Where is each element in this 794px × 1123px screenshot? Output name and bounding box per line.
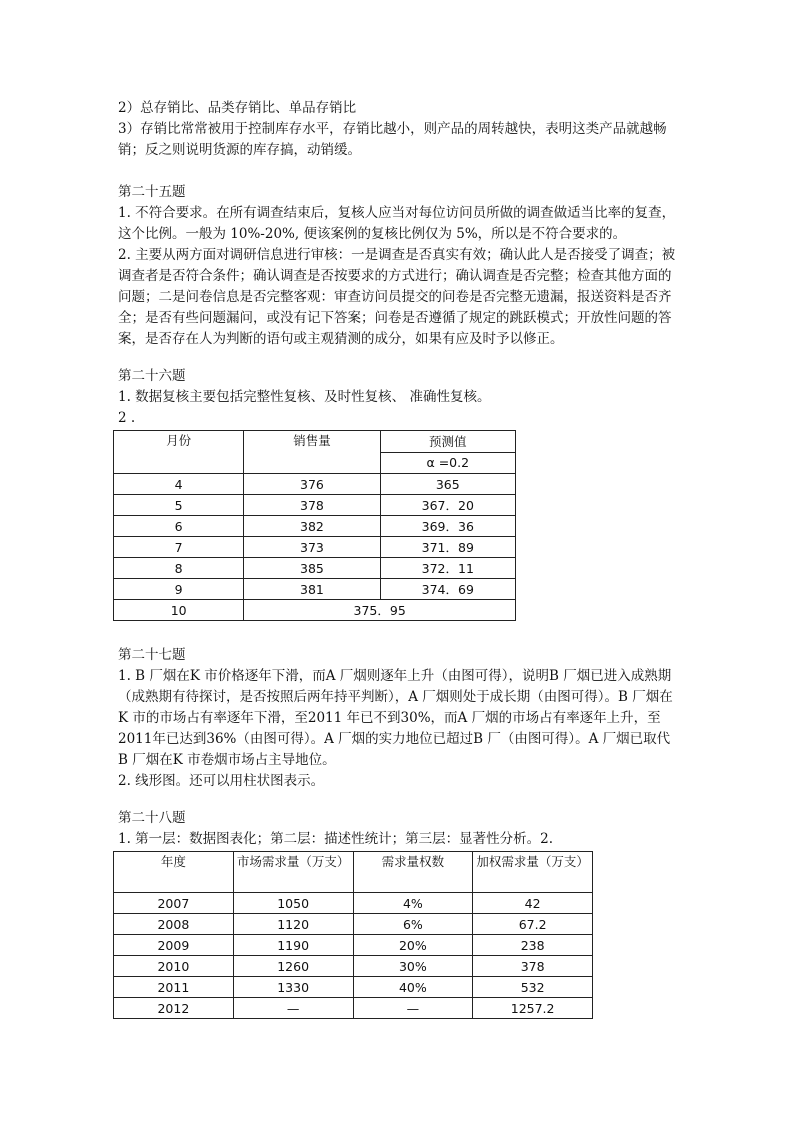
- table-row: [114, 516, 516, 537]
- cell-year: 2009: [114, 935, 234, 956]
- cell-weight: 30%: [353, 956, 473, 977]
- cell-year: 2008: [114, 914, 234, 935]
- weighted-demand-table: [113, 851, 593, 1019]
- cell-month: 10: [114, 600, 244, 621]
- table-row: [114, 956, 593, 977]
- header-demand: 市场需求量（万支）: [233, 852, 353, 893]
- s24-line-2: 2）总存销比、品类存销比、单品存销比: [118, 100, 357, 116]
- cell-demand: —: [233, 998, 353, 1019]
- table-row: [114, 495, 516, 516]
- cell-sales: 381: [244, 579, 380, 600]
- forecast-table: [113, 430, 516, 621]
- cell-sales: 382: [244, 516, 380, 537]
- cell-year: 2011: [114, 977, 234, 998]
- s25-title: 第二十五题: [118, 184, 186, 200]
- cell-month: 4: [114, 474, 244, 495]
- cell-weighted: 378: [473, 956, 593, 977]
- table-row: [114, 537, 516, 558]
- cell-year: 2007: [114, 893, 234, 914]
- cell-sales: 376: [244, 474, 380, 495]
- header-weighted: 加权需求量（万支）: [473, 852, 593, 893]
- header-alpha: α =0.2: [380, 452, 515, 474]
- table-row: [114, 977, 593, 998]
- cell-weighted: 67.2: [473, 914, 593, 935]
- s26-title: 第二十六题: [118, 368, 186, 384]
- cell-demand: 1330: [233, 977, 353, 998]
- header-sales: 销售量: [244, 431, 380, 474]
- cell-weighted: 42: [473, 893, 593, 914]
- cell-month: 8: [114, 558, 244, 579]
- cell-weight: —: [353, 998, 473, 1019]
- header-year: 年度: [114, 852, 234, 893]
- cell-weight: 4%: [353, 893, 473, 914]
- table-row: [114, 914, 593, 935]
- cell-forecast: 369．36: [380, 516, 515, 537]
- header-weight: 需求量权数: [353, 852, 473, 893]
- s25-paragraph-2: 2. 主要从两方面对调研信息进行审核：一是调查是否真实有效；确认此人是否接受了调查；被调查者是否符合条件；确认调查是否按要求的方式进行；确认调查是否完整；检查其他方面的问题；二是问卷信息是否完整客观：审查访问员提交的问卷是否完整无遗漏，报送资料是否齐全；是否有些问题漏问，或没有记下答案；问卷是否遵循了规定的跳跃模式；开放性问题的答案，是否存在人为判断的语句或主观猜测的成分，如果有应及时予以修正。: [118, 247, 676, 347]
- s28-title: 第二十八题: [118, 810, 186, 826]
- cell-demand: 1050: [233, 893, 353, 914]
- table-row: [114, 558, 516, 579]
- cell-weight: 6%: [353, 914, 473, 935]
- cell-month: 5: [114, 495, 244, 516]
- header-forecast: 预测值: [380, 431, 515, 453]
- cell-weighted: 1257.2: [473, 998, 593, 1019]
- table-row-last: [114, 600, 516, 621]
- cell-forecast: 374．69: [380, 579, 515, 600]
- cell-forecast: 371．89: [380, 537, 515, 558]
- cell-forecast: 365: [380, 474, 515, 495]
- s24-line-3: 3）存销比常常被用于控制库存水平，存销比越小，则产品的周转越快，表明这类产品就越畅销；反之则说明货源的库存搞，动销缓。: [118, 121, 667, 158]
- table-row: [114, 474, 516, 495]
- cell-forecast: 372．11: [380, 558, 515, 579]
- s27-title: 第二十七题: [118, 647, 186, 663]
- cell-month: 7: [114, 537, 244, 558]
- s28-paragraph-1: 1. 第一层：数据图表化；第二层：描述性统计；第三层：显著性分析。2.: [118, 831, 554, 847]
- cell-sales: 373: [244, 537, 380, 558]
- table-row: [114, 998, 593, 1019]
- cell-weighted: 238: [473, 935, 593, 956]
- cell-demand: 1190: [233, 935, 353, 956]
- header-month: 月份: [114, 431, 244, 474]
- s25-paragraph-1: 1. 不符合要求。在所有调查结束后，复核人应当对每位访问员所做的调查做适当比率的复查，这个比例。一般为 10%-20%, 便该案例的复核比例仅为 5%，所以是不符合要求的。: [118, 205, 676, 242]
- cell-weight: 40%: [353, 977, 473, 998]
- cell-month: 9: [114, 579, 244, 600]
- s27-paragraph-1: 1. B 厂烟在K 市价格逐年下滑，而A 厂烟则逐年上升（由图可得），说明B 厂烟已进入成熟期（成熟期有待探讨，是否按照后两年持平判断），A 厂烟则处于成长期（由图可得）。B 厂烟在K 市的市场占有率逐年下滑，至2011 年已不到30%，而A 厂烟的市场占有率逐年上升，至2011年已达到36%（由图可得）。A 厂烟的实力地位已超过B 厂（由图可得）。A 厂烟已取代B 厂烟在K 市卷烟市场占主导地位。: [118, 668, 673, 768]
- cell-year: 2010: [114, 956, 234, 977]
- cell-year: 2012: [114, 998, 234, 1019]
- cell-weighted: 532: [473, 977, 593, 998]
- cell-demand: 1260: [233, 956, 353, 977]
- s27-paragraph-2: 2. 线形图。还可以用柱状图表示。: [118, 773, 325, 789]
- cell-demand: 1120: [233, 914, 353, 935]
- table-row: [114, 893, 593, 914]
- cell-forecast: 367．20: [380, 495, 515, 516]
- cell-month: 6: [114, 516, 244, 537]
- s26-paragraph-2: 2 .: [118, 410, 136, 426]
- cell-forecast-merged: 375．95: [244, 600, 516, 621]
- cell-sales: 378: [244, 495, 380, 516]
- s26-paragraph-1: 1. 数据复核主要包括完整性复核、及时性复核、 准确性复核。: [118, 389, 491, 405]
- table-row: [114, 579, 516, 600]
- table-row: [114, 935, 593, 956]
- cell-sales: 385: [244, 558, 380, 579]
- cell-weight: 20%: [353, 935, 473, 956]
